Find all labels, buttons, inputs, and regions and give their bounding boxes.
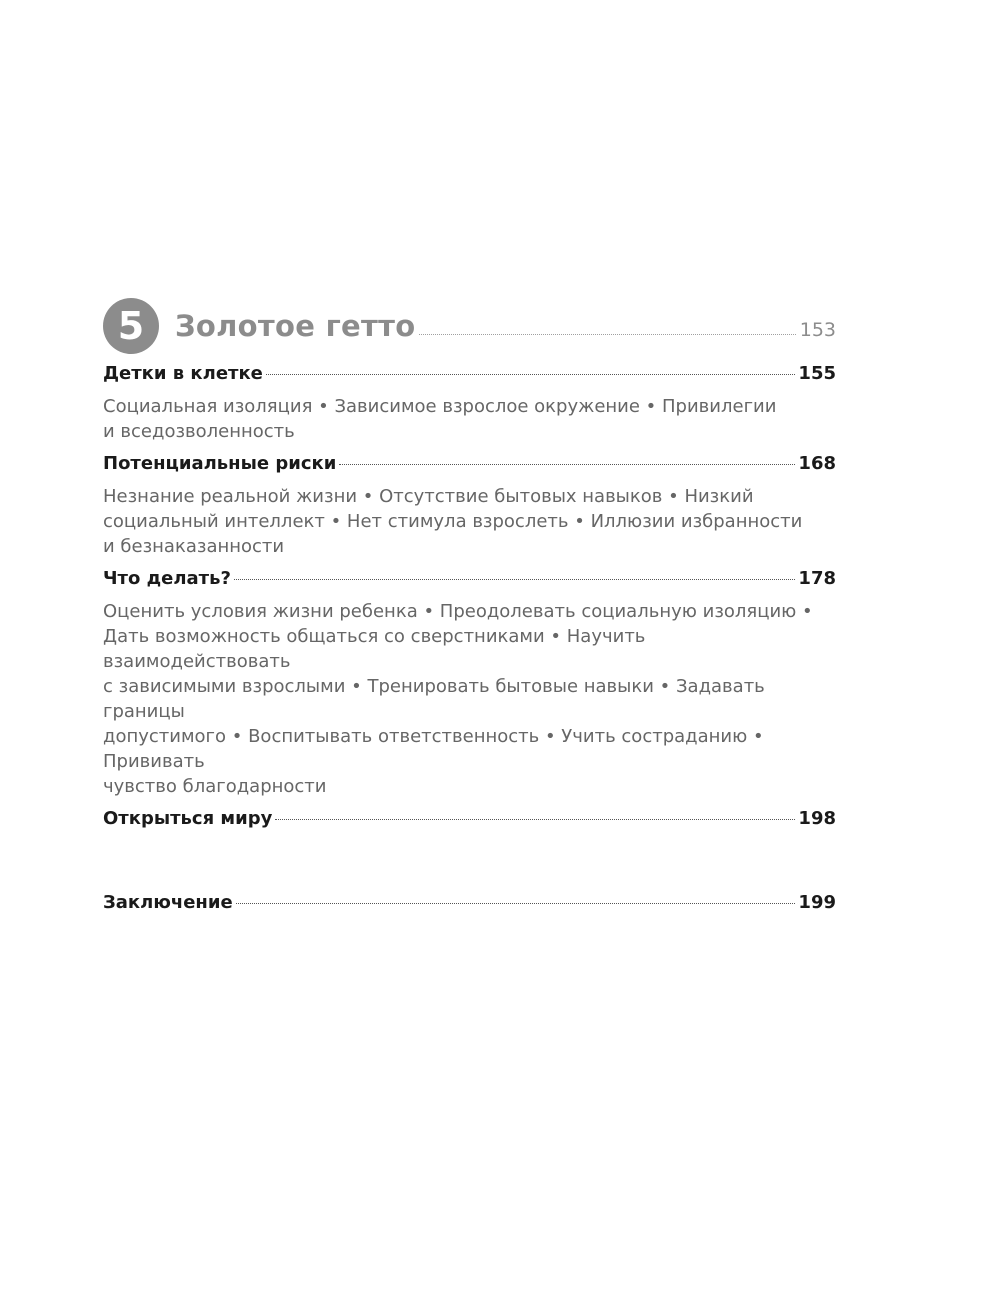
topics-line: Незнание реальной жизни • Отсутствие бытовых навыков • Низкий [103,486,754,507]
topics-line: Оценить условия жизни ребенка • Преодолевать социальную изоляцию • [103,601,813,622]
table-of-contents [103,297,836,916]
topics-line: чувство благодарности [103,776,327,797]
toc-entry-conclusion [103,890,836,916]
leader-dots [339,464,795,465]
chapter-page-number: 153 [799,319,836,341]
toc-entry [103,806,836,832]
chapter-heading [103,297,836,355]
chapter-number-badge: 5 [103,298,159,354]
section-title: Что делать? [103,568,231,589]
chapter-title: Золотое гетто [175,309,416,343]
section-topics [103,394,828,444]
toc-entry [103,361,836,387]
section-page-number: 198 [798,808,836,829]
spacer [103,832,836,890]
section-topics [103,599,828,799]
topics-line: и безнаказанности [103,536,285,557]
conclusion-page-number: 199 [798,892,836,913]
leader-dots [275,819,795,820]
topics-line: с зависимыми взрослыми • Тренировать бытовые навыки • Задавать границы [103,676,765,722]
leader-dots [234,579,795,580]
section-title: Детки в клетке [103,363,263,384]
section-title: Потенциальные риски [103,453,337,474]
topics-line: и вседозволенность [103,421,295,442]
leader-dots [419,334,795,335]
toc-entry [103,566,836,592]
section-topics [103,484,828,559]
section-page-number: 178 [798,568,836,589]
leader-dots [266,374,796,375]
section-title: Открыться миру [103,808,273,829]
conclusion-title: Заключение [103,892,233,913]
topics-line: допустимого • Воспитывать ответственность • Учить состраданию • Прививать [103,726,764,772]
topics-line: социальный интеллект • Нет стимула взрослеть • Иллюзии избранности [103,511,803,532]
section-page-number: 168 [798,453,836,474]
topics-line: Дать возможность общаться со сверстниками • Научить взаимодействовать [103,626,646,672]
topics-line: Социальная изоляция • Зависимое взрослое окружение • Привилегии [103,396,777,417]
leader-dots [236,903,796,904]
section-page-number: 155 [798,363,836,384]
toc-entry [103,451,836,477]
